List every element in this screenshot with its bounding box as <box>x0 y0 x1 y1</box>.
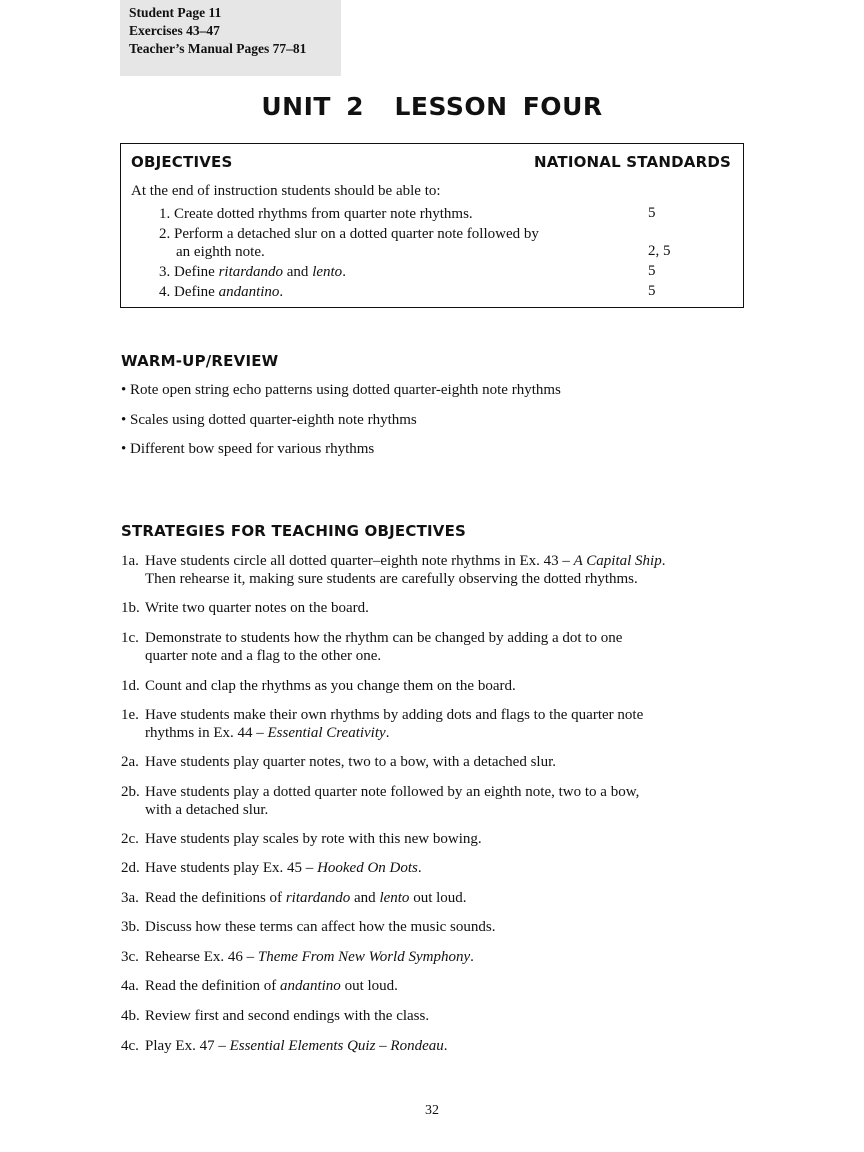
objective-term: lento <box>312 264 343 280</box>
strategy-text: Rehearse Ex. 46 – <box>145 949 258 965</box>
strategy-label: 4a. <box>121 978 139 994</box>
page-title: UNIT 2 LESSON FOUR <box>261 92 603 121</box>
page-reference-box <box>120 0 341 76</box>
strategy-term: ritardando <box>285 890 351 906</box>
strategy-label: 1d. <box>121 678 140 694</box>
strategy-text: Have students play quarter notes, two to a bow, with a detached slur. <box>145 754 557 770</box>
warmup-heading: WARM-UP/REVIEW <box>121 352 279 370</box>
objective-item <box>159 263 346 281</box>
strategy-label: 1c. <box>121 630 139 646</box>
strategy-title: Essential Creativity <box>267 725 386 741</box>
strategy-title: Hooked On Dots <box>317 860 418 876</box>
strategy-text: Have students play a dotted quarter note followed by an eighth note, two to a bow, <box>145 784 640 800</box>
strategy-item <box>121 599 761 617</box>
warmup-item: • Scales using dotted quarter-eighth note rhythms <box>121 412 417 428</box>
page-number: 32 <box>425 1103 439 1118</box>
objective-text: 4. Define <box>159 284 219 300</box>
objectives-box <box>120 143 744 308</box>
strategy-title: A Capital Ship <box>573 553 662 569</box>
strategy-text: . <box>385 725 390 741</box>
strategy-label: 2b. <box>121 784 140 800</box>
strategy-text: out loud. <box>340 978 398 994</box>
objective-term: ritardando <box>218 264 284 280</box>
strategy-label: 1b. <box>121 600 140 616</box>
strategy-item <box>121 1007 761 1025</box>
strategy-text: quarter note and a flag to the other one. <box>145 648 382 664</box>
strategy-text: Play Ex. 47 – <box>145 1038 230 1054</box>
strategy-text: rhythms in Ex. 44 – <box>145 725 268 741</box>
strategy-label: 3a. <box>121 890 139 906</box>
strategy-item <box>121 859 761 877</box>
strategy-text: Then rehearse it, making sure students are carefully observing the dotted rhythms. <box>145 571 638 587</box>
strategy-item <box>121 1037 761 1055</box>
strategy-label: 3b. <box>121 919 140 935</box>
warmup-item: • Rote open string echo patterns using dotted quarter-eighth note rhythms <box>121 382 561 398</box>
objective-standard: 5 <box>648 205 656 221</box>
strategy-text: Have students play Ex. 45 – <box>145 860 318 876</box>
strategy-text: Read the definitions of <box>145 890 286 906</box>
warmup-item-text: Different bow speed for various rhythms <box>130 441 375 457</box>
objective-standard: 2, 5 <box>648 243 671 259</box>
strategy-text: . <box>443 1038 448 1054</box>
strategy-label: 3c. <box>121 949 139 965</box>
strategy-item <box>121 977 761 995</box>
objective-text: . <box>279 284 284 300</box>
strategy-text: with a detached slur. <box>145 802 269 818</box>
strategy-label: 2c. <box>121 831 139 847</box>
objective-item <box>159 283 283 301</box>
strategy-item <box>121 830 761 848</box>
strategy-text: Discuss how these terms can affect how the music sounds. <box>145 919 496 935</box>
student-page-ref: Student Page 11 <box>129 5 222 20</box>
strategy-item <box>121 783 761 819</box>
strategy-label: 4c. <box>121 1038 139 1054</box>
objective-line2: an eighth note. <box>176 244 265 260</box>
strategy-text: Have students make their own rhythms by adding dots and flags to the quarter note <box>145 707 644 723</box>
strategy-label: 1e. <box>121 707 139 723</box>
objective-standard: 5 <box>648 283 656 299</box>
strategy-title: Theme From New World Symphony <box>257 949 471 965</box>
strategy-text: Review first and second endings with the class. <box>145 1008 430 1024</box>
warmup-item-text: Rote open string echo patterns using dotted quarter-eighth note rhythms <box>130 382 561 398</box>
national-standards-heading: NATIONAL STANDARDS <box>533 153 731 171</box>
warmup-item-text: Scales using dotted quarter-eighth note rhythms <box>130 412 417 428</box>
strategy-text: Have students play scales by rote with this new bowing. <box>145 831 482 847</box>
strategy-text: Demonstrate to students how the rhythm can be changed by adding a dot to one <box>145 630 623 646</box>
strategy-item <box>121 918 761 936</box>
strategy-item <box>121 706 761 742</box>
strategy-text: . <box>417 860 422 876</box>
strategy-text: . <box>470 949 474 965</box>
objective-text: . <box>342 264 346 280</box>
objective-text: and <box>283 264 313 280</box>
strategy-title: Essential Elements Quiz – Rondeau <box>229 1038 444 1054</box>
objectives-heading: OBJECTIVES <box>131 153 233 171</box>
objective-text: 3. Define <box>159 264 219 280</box>
strategy-label: 1a. <box>121 553 139 569</box>
strategy-text: Write two quarter notes on the board. <box>145 600 369 616</box>
strategy-text: and <box>350 890 380 906</box>
strategy-text: . <box>661 553 666 569</box>
objective-line1: 2. Perform a detached slur on a dotted quarter note followed by <box>159 226 539 242</box>
strategy-term: lento <box>379 890 410 906</box>
strategy-item <box>121 889 761 907</box>
strategy-text: out loud. <box>409 890 467 906</box>
strategy-text: Count and clap the rhythms as you change them on the board. <box>145 678 516 694</box>
objective-standard: 5 <box>648 263 656 279</box>
strategy-text: Have students circle all dotted quarter–eighth note rhythms in Ex. 43 – <box>145 553 574 569</box>
strategy-item <box>121 677 761 695</box>
objective-term: andantino <box>218 284 280 300</box>
strategy-label: 4b. <box>121 1008 140 1024</box>
exercises-ref: Exercises 43–47 <box>129 23 220 38</box>
strategy-item <box>121 629 761 665</box>
strategy-item <box>121 552 761 588</box>
warmup-item: • Different bow speed for various rhythms <box>121 441 375 457</box>
strategy-label: 2d. <box>121 860 140 876</box>
strategy-item <box>121 948 761 966</box>
strategy-item <box>121 753 761 771</box>
strategy-term: andantino <box>279 978 341 994</box>
strategy-text: Read the definition of <box>145 978 280 994</box>
manual-pages-ref: Teacher’s Manual Pages 77–81 <box>129 41 307 56</box>
strategies-heading: STRATEGIES FOR TEACHING OBJECTIVES <box>121 522 467 540</box>
objectives-intro: At the end of instruction students should be able to: <box>131 183 441 199</box>
objective-item <box>159 225 539 261</box>
objective-item: 1. Create dotted rhythms from quarter note rhythms. <box>159 206 473 222</box>
strategy-label: 2a. <box>121 754 139 770</box>
